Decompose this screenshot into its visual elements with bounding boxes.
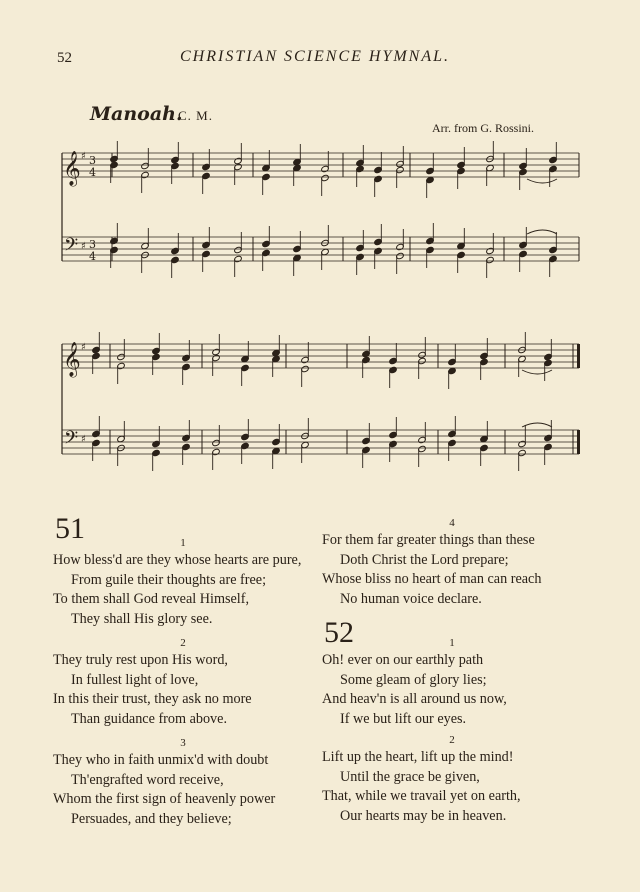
key-sharp: ♯ <box>81 151 86 162</box>
verse-number: 1 <box>180 537 186 549</box>
running-title: CHRISTIAN SCIENCE HYMNAL. <box>180 48 451 65</box>
hymn51-verse-4 <box>322 516 582 609</box>
hymn52-verse-1 <box>322 636 582 729</box>
tune-name: Manoah. <box>90 103 183 125</box>
time-sig: 4 <box>89 250 96 263</box>
verse-line: That, while we travail yet on earth, <box>322 788 521 804</box>
verse-line: Oh! ever on our earthly path <box>322 652 484 668</box>
treble-clef: 𝄞 <box>63 342 81 377</box>
hymn52-verse-2 <box>322 733 582 826</box>
tie <box>522 423 552 427</box>
verse-line: And heav'n is all around us now, <box>322 691 507 707</box>
verse-line: Whom the first sign of heavenly power <box>53 791 276 807</box>
tie <box>527 179 557 183</box>
page-number: 52 <box>57 50 72 66</box>
verse-line: They shall His glory see. <box>71 610 213 627</box>
verse-line: For them far greater things than these <box>322 532 535 548</box>
time-sig: 3 <box>89 154 96 167</box>
hymn51-verse-2 <box>53 636 313 729</box>
verse-line: If we but lift our eyes. <box>340 710 467 727</box>
final-barline <box>577 344 580 368</box>
verse-line: Whose bliss no heart of man can reach <box>322 571 542 587</box>
verse-number: 3 <box>180 737 186 749</box>
verse-line: No human voice declare. <box>340 590 482 607</box>
music-system-2 <box>62 332 580 471</box>
verse-line: In fullest light of love, <box>71 671 199 688</box>
verse-line: They who in faith unmix'd with doubt <box>53 752 269 768</box>
verse-line: They truly rest upon His word, <box>53 652 228 668</box>
verse-line: Doth Christ the Lord prepare; <box>340 551 509 568</box>
final-barline <box>577 430 580 454</box>
verse-line: In this their trust, they ask no more <box>53 691 252 707</box>
bass-clef: 𝄢 <box>64 428 79 453</box>
key-sharp: ♯ <box>81 434 86 445</box>
verse-line: Until the grace be given, <box>340 768 480 785</box>
music-system-1 <box>62 141 579 278</box>
tune-meter: C. M. <box>178 108 213 123</box>
verse-line: From guile their thoughts are free; <box>71 571 267 588</box>
verse-number: 4 <box>449 517 455 529</box>
verse-line: Lift up the heart, lift up the mind! <box>322 749 514 765</box>
verse-number: 2 <box>180 637 186 649</box>
verse-line: Than guidance from above. <box>71 710 228 727</box>
verse-line: To them shall God reveal Himself, <box>53 591 250 607</box>
treble-clef: 𝄞 <box>63 151 81 186</box>
tie <box>522 370 552 374</box>
verse-line: How bless'd are they whose hearts are pure, <box>53 552 302 568</box>
key-sharp: ♯ <box>81 241 86 252</box>
time-sig: 3 <box>89 238 96 251</box>
hymn51-verse-3 <box>53 736 313 829</box>
verse-number: 2 <box>449 734 455 746</box>
verse-line: Our hearts may be in heaven. <box>340 807 507 824</box>
verse-line: Th'engrafted word receive, <box>71 771 224 788</box>
bass-clef: 𝄢 <box>64 235 79 260</box>
key-sharp: ♯ <box>81 342 86 353</box>
arranger-credit: Arr. from G. Rossini. <box>432 121 534 135</box>
verse-line: Persuades, and they believe; <box>71 810 232 827</box>
tie <box>527 230 557 234</box>
hymn-number-52: 52 <box>324 616 354 649</box>
hymn-number-51: 51 <box>55 512 85 545</box>
hymn51-verse-1 <box>53 536 313 629</box>
time-sig: 4 <box>89 166 96 179</box>
verse-number: 1 <box>449 637 455 649</box>
verse-line: Some gleam of glory lies; <box>340 671 487 688</box>
